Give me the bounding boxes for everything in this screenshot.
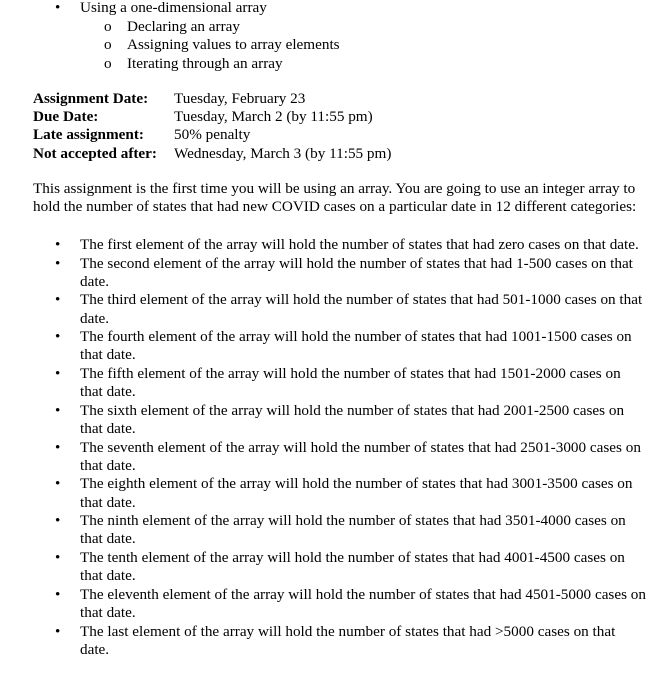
list-item (0, 255, 646, 291)
info-value: Tuesday, March 2 (by 11:55 pm) (174, 108, 373, 126)
element-text: The seventh element of the array will hold the number of states that had 2501-3000 cases on that date. (80, 438, 641, 474)
element-text: The fourth element of the array will hold the number of states that had 1001-1500 cases on that date. (80, 328, 632, 364)
list-item (0, 0, 668, 18)
list-item (0, 236, 646, 254)
info-value: Tuesday, February 23 (174, 90, 306, 107)
bullet-icon: • (55, 438, 61, 456)
info-label: Not accepted after: (33, 144, 157, 162)
topic-text: Using a one-dimensional array (80, 0, 267, 16)
list-item (0, 328, 646, 364)
bullet-icon: • (55, 254, 61, 272)
element-text: The tenth element of the array will hold the number of states that had 4001-4500 cases on that date. (80, 548, 625, 585)
bullet-icon: • (55, 512, 61, 530)
intro-paragraph: This assignment is the first time you will be using an array. You are going to use an integer array to hold the number of states that had new COVID cases on a particular date in 12 different categories: (33, 180, 637, 216)
not-accepted-row (33, 145, 391, 163)
info-value: Wednesday, March 3 (by 11:55 pm) (174, 144, 392, 162)
bullet-icon: • (55, 585, 61, 603)
bullet-icon: • (55, 291, 61, 309)
list-item (0, 439, 646, 475)
list-item (0, 623, 646, 659)
element-text: The fifth element of the array will hold the number of states that had 1501-2000 cases on that date. (80, 364, 621, 401)
list-item (0, 365, 646, 401)
late-assignment-row (33, 126, 391, 144)
due-date-row (33, 108, 391, 126)
sub-list-item (0, 55, 668, 74)
subtopic-text: Assigning values to array elements (127, 36, 340, 53)
info-value: 50% penalty (174, 126, 251, 144)
bullet-icon: • (55, 401, 61, 419)
list-item (0, 291, 646, 327)
subtopic-text: Declaring an array (127, 17, 240, 35)
circle-bullet-icon: o (104, 36, 112, 53)
list-item (0, 512, 646, 548)
topics-list (0, 0, 668, 73)
circle-bullet-icon: o (104, 17, 112, 35)
element-text: The ninth element of the array will hold the number of states that had 3501-4000 cases on that date. (80, 512, 626, 548)
bullet-icon: • (55, 548, 61, 566)
element-text: The last element of the array will hold the number of states that had >5000 cases on that date. (80, 622, 616, 658)
bullet-icon: • (55, 0, 61, 16)
bullet-icon: • (55, 364, 61, 382)
info-label: Late assignment: (33, 126, 144, 144)
info-label: Due Date: (33, 108, 99, 126)
element-text: The second element of the array will hold the number of states that had 1-500 cases on that date. (80, 254, 633, 290)
bullet-icon: • (55, 475, 61, 493)
bullet-icon: • (55, 236, 61, 253)
sub-list-item (0, 18, 668, 37)
list-item (0, 402, 646, 438)
sub-list-item (0, 36, 668, 55)
assignment-info (33, 90, 391, 163)
assignment-date-row (33, 90, 391, 108)
array-elements-list (0, 236, 668, 659)
bullet-icon: • (55, 328, 61, 346)
list-item (0, 549, 646, 585)
element-text: The third element of the array will hold the number of states that had 501-1000 cases on that date. (80, 291, 643, 327)
element-text: The sixth element of the array will hold the number of states that had 2001-2500 cases on that date. (80, 401, 625, 437)
subtopic-text: Iterating through an array (127, 54, 283, 72)
info-label: Assignment Date: (33, 90, 149, 107)
element-text: The eleventh element of the array will hold the number of states that had 4501-5000 cases on that date. (80, 585, 646, 621)
element-text: The eighth element of the array will hold the number of states that had 3001-3500 cases on that date. (80, 475, 633, 511)
circle-bullet-icon: o (104, 54, 112, 72)
list-item (0, 475, 646, 511)
bullet-icon: • (55, 622, 61, 640)
element-text: The first element of the array will hold the number of states that had zero cases on that date. (80, 236, 639, 253)
list-item (0, 586, 646, 622)
